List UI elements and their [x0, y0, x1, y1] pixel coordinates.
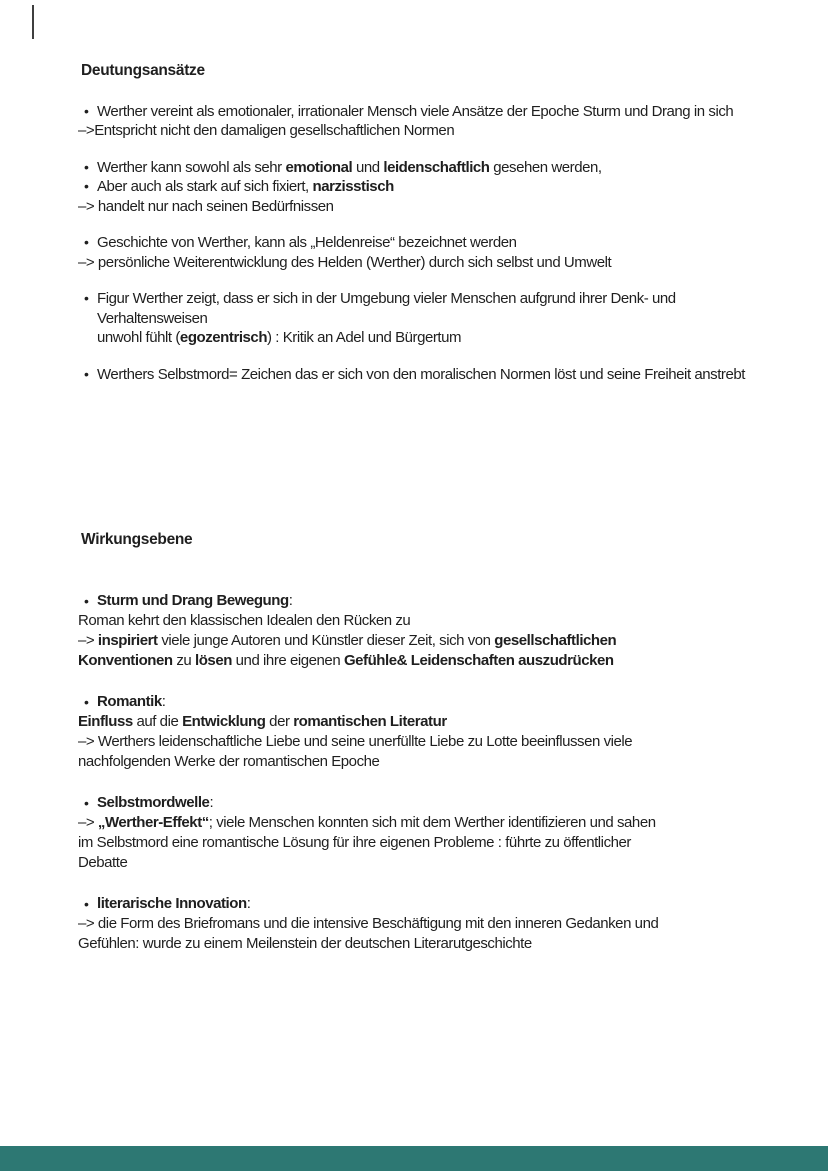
bullet-line [78, 177, 784, 197]
section-deutungsansaetze [78, 61, 784, 401]
text-line [78, 732, 784, 752]
section-wirkungsebene [78, 530, 784, 975]
bottom-color-bar [0, 1146, 828, 1171]
bullet-dot-icon: • [84, 234, 89, 250]
line-text: –>Entspricht nicht den damaligen gesellschaftlichen Normen [78, 122, 455, 139]
bullet-group [78, 692, 784, 772]
bullet-dot-icon: • [84, 365, 89, 382]
line-text: Selbstmordwelle: [97, 794, 214, 811]
line-text: literarische Innovation: [97, 895, 251, 912]
text-line [78, 934, 784, 954]
bullet-dot-icon: • [84, 593, 89, 609]
line-text: Geschichte von Werther, kann als „Heldenreise“ bezeichnet werden [97, 234, 517, 251]
bullet-line [78, 365, 784, 385]
bullet-dot-icon: • [84, 102, 89, 119]
text-line [78, 197, 784, 217]
stray-pen-mark [32, 5, 34, 39]
line-text: unwohl fühlt (egozentrisch) : Kritik an Adel und Bürgertum [97, 329, 462, 346]
line-text: Roman kehrt den klassischen Idealen den Rücken zu [78, 612, 411, 629]
bullet-line [78, 233, 784, 253]
text-line [78, 631, 784, 651]
text-line [78, 853, 784, 873]
section-title: Deutungsansätze [81, 62, 205, 79]
bullet-dot-icon: • [84, 795, 89, 811]
bullet-group [78, 793, 784, 873]
line-text: Figur Werther zeigt, dass er sich in der Umgebung vieler Menschen aufgrund ihrer Denk- und Verhaltensweisen [97, 290, 676, 327]
line-text: Werther kann sowohl als sehr emotional und leidenschaftlich gesehen werden, [97, 158, 602, 176]
text-line [78, 121, 784, 141]
bullet-line [78, 289, 784, 328]
line-text: Sturm und Drang Bewegung: [97, 592, 293, 609]
line-text: –> handelt nur nach seinen Bedürfnissen [78, 197, 334, 215]
line-text: Werther vereint als emotionaler, irrationaler Mensch viele Ansätze der Epoche Sturm und Drang in sich [97, 102, 734, 120]
text-line [78, 813, 784, 833]
text-line [78, 611, 784, 631]
text-line [78, 833, 784, 853]
bullet-line [78, 692, 784, 712]
bullet-group [78, 365, 784, 385]
bullet-group [78, 233, 784, 272]
text-line [78, 651, 784, 671]
bullet-group [78, 102, 784, 141]
bullet-dot-icon: • [84, 694, 89, 710]
text-line [78, 328, 784, 348]
line-text: Debatte [78, 854, 128, 871]
text-line [78, 914, 784, 934]
bullet-line [78, 158, 784, 178]
bullet-group [78, 158, 784, 217]
line-text: –> inspiriert viele junge Autoren und Künstler dieser Zeit, sich von gesellschaftlichen [78, 632, 617, 649]
text-line [78, 752, 784, 772]
bullet-group [78, 289, 784, 348]
line-text: nachfolgenden Werke der romantischen Epoche [78, 753, 380, 770]
line-text: –> Werthers leidenschaftliche Liebe und seine unerfüllte Liebe zu Lotte beeinflussen viele [78, 733, 633, 750]
bullet-line [78, 591, 784, 611]
bullet-list [78, 591, 784, 954]
line-text: Gefühlen: wurde zu einem Meilenstein der deutschen Literarutgeschichte [78, 935, 532, 952]
bullet-dot-icon: • [84, 290, 89, 306]
bullet-line [78, 793, 784, 813]
line-text: Werthers Selbstmord= Zeichen das er sich von den moralischen Normen löst und seine Freiheit anstrebt [97, 365, 745, 383]
text-line [78, 712, 784, 732]
line-text: Konventionen zu lösen und ihre eigenen Gefühle& Leidenschaften auszudrücken [78, 652, 614, 669]
bullet-dot-icon: • [84, 178, 89, 194]
bullet-dot-icon: • [84, 896, 89, 912]
line-text: Aber auch als stark auf sich fixiert, narzisstisch [97, 178, 394, 195]
line-text: Einfluss auf die Entwicklung der romantischen Literatur [78, 713, 447, 730]
line-text: –> die Form des Briefromans und die intensive Beschäftigung mit den inneren Gedanken und [78, 915, 659, 932]
bullet-line [78, 894, 784, 914]
bullet-list [78, 102, 784, 385]
bullet-group [78, 894, 784, 954]
text-line [78, 253, 784, 273]
bullet-line [78, 102, 784, 122]
line-text: im Selbstmord eine romantische Lösung für ihre eigenen Probleme : führte zu öffentlicher [78, 834, 631, 851]
line-text: Romantik: [97, 693, 166, 710]
bullet-dot-icon: • [84, 158, 89, 175]
line-text: –> persönliche Weiterentwicklung des Helden (Werther) durch sich selbst und Umwelt [78, 253, 612, 271]
bullet-group [78, 591, 784, 671]
line-text: –> „Werther-Effekt“; viele Menschen konnten sich mit dem Werther identifizieren und sahen [78, 814, 656, 831]
section-title: Wirkungsebene [81, 531, 193, 548]
